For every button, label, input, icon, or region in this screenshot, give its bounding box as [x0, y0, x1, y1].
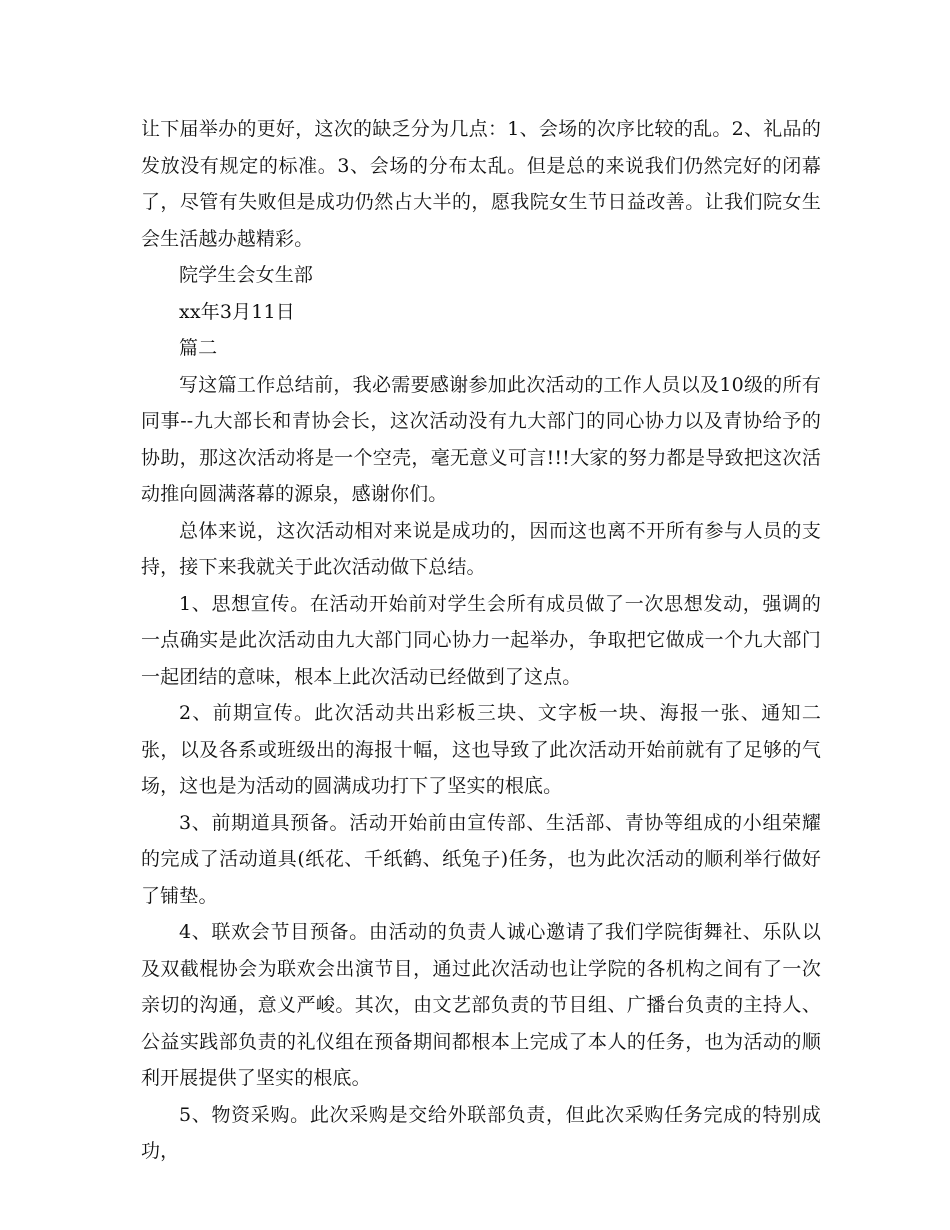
- paragraph-item-1: 1、思想宣传。在活动开始前对学生会所有成员做了一次思想发动，强调的一点确实是此次活动由九大部门同心协力一起举办，争取把它做成一个九大部门一起团结的意味，根本上此次活动已经做到了这点。: [141, 592, 821, 688]
- paragraph-item-2: 2、前期宣传。此次活动共出彩板三块、文字板一块、海报一张、通知二张，以及各系或班级出的海报十幅，这也导致了此次活动开始前就有了足够的气场，这也是为活动的圆满成功打下了坚实的根底。: [141, 702, 821, 797]
- paragraph-item-3: 3、前期道具预备。活动开始前由宣传部、生活部、青协等组成的小组荣耀的完成了活动道具(纸花、千纸鹤、纸兔子)任务，也为此次活动的顺利举行做好了铺垫。: [141, 811, 821, 907]
- signature-department: 院学生会女生部: [179, 264, 314, 286]
- section-heading: 篇二: [179, 337, 218, 359]
- paragraph-overall: 总体来说，这次活动相对来说是成功的，因而这也离不开所有参与人员的支持，接下来我就关于此次活动做下总结。: [141, 519, 821, 578]
- document-body: [141, 111, 821, 1170]
- paragraph-thanks: 写这篇工作总结前，我必需要感谢参加此次活动的工作人员以及10级的所有同事--九大部长和青协会长，这次活动没有九大部门的同心协力以及青协给予的协助，那这次活动将是一个空壳，毫无意义可言!!!大家的努力都是导致把这次活动推向圆满落幕的源泉，感谢你们。: [141, 373, 821, 505]
- paragraph-item-5: 5、物资采购。此次采购是交给外联部负责，但此次采购任务完成的特别成功，: [141, 1103, 821, 1162]
- paragraph-summary-shortcomings: 让下届举办的更好，这次的缺乏分为几点：1、会场的次序比较的乱。2、礼品的发放没有规定的标准。3、会场的分布太乱。但是总的来说我们仍然完好的闭幕了，尽管有失败但是成功仍然占大半的，愿我院女生节日益改善。让我们院女生会生活越办越精彩。: [141, 118, 821, 250]
- signature-date: xx年3月11日: [179, 300, 295, 323]
- paragraph-item-4: 4、联欢会节目预备。由活动的负责人诚心邀请了我们学院街舞社、乐队以及双截棍协会为联欢会出演节目，通过此次活动也让学院的各机构之间有了一次亲切的沟通，意义严峻。其次，由文艺部负责的节目组、广播台负责的主持人、公益实践部负责的礼仪组在预备期间都根本上完成了本人的任务，也为活动的顺利开展提供了坚实的根底。: [141, 921, 821, 1089]
